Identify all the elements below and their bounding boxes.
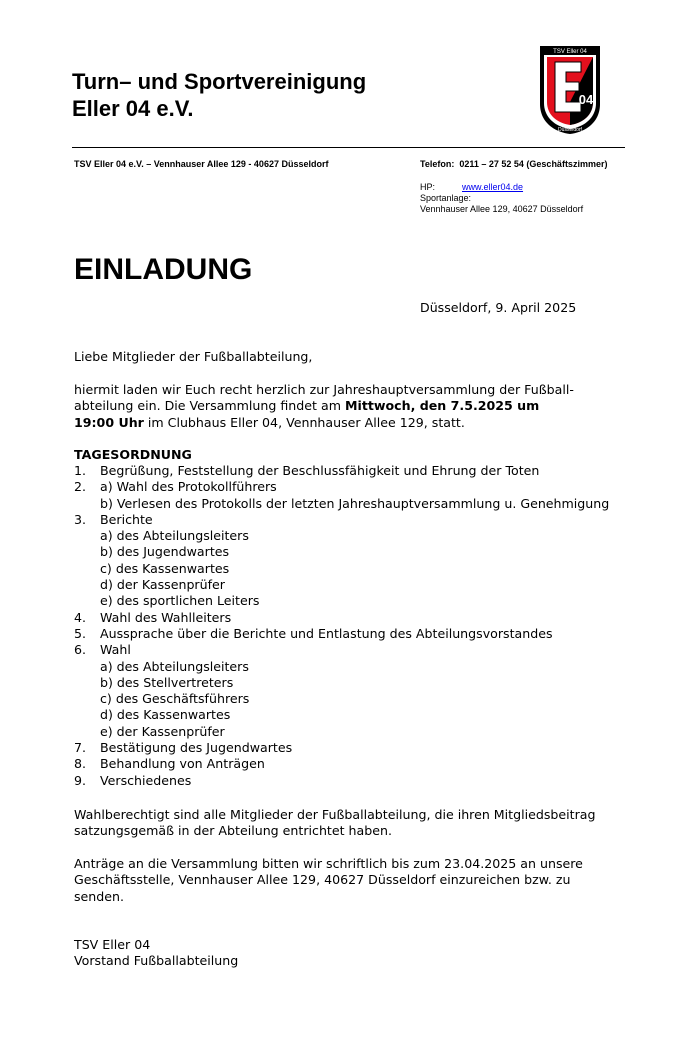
club-name <box>72 68 366 122</box>
agenda-item-text: d) des Kassenwartes <box>100 707 231 723</box>
agenda-item-text: e) der Kassenprüfer <box>100 723 225 739</box>
eligibility-paragraph <box>74 807 595 840</box>
agenda-item-text: Behandlung von Anträgen <box>100 756 265 772</box>
sportanlage-address: Vennhauser Allee 129, 40627 Düsseldorf <box>420 204 584 214</box>
intro-line2 <box>74 398 574 414</box>
agenda-item-text: b) des Stellvertreters <box>100 674 234 690</box>
motions-line3: senden. <box>74 888 125 904</box>
agenda-item-number: 4. <box>74 609 87 625</box>
motions-line1: Anträge an die Versammlung bitten wir schriftlich bis zum 23.04.2025 an unsere <box>74 856 583 871</box>
address-line <box>74 159 328 170</box>
agenda-heading: TAGESORDNUNG <box>74 447 192 462</box>
homepage-link[interactable]: www.eller04.de <box>462 182 524 192</box>
salutation: Liebe Mitglieder der Fußballabteilung, <box>74 349 313 364</box>
sportanlage-label: Sportanlage: <box>420 193 472 203</box>
agenda-item-text: e) des sportlichen Leiters <box>100 593 260 609</box>
homepage-line <box>420 182 524 193</box>
agenda-item-number: 1. <box>74 463 87 478</box>
motions-line2: Geschäftsstelle, Vennhauser Allee 129, 40627 Düsseldorf einzureichen bzw. zu <box>74 872 571 888</box>
signature-line1: TSV Eller 04 <box>74 937 151 952</box>
agenda-item-text: d) der Kassenprüfer <box>100 577 225 593</box>
intro-line3-text: im Clubhaus Eller 04, Vennhauser Allee 129, statt. <box>143 414 465 430</box>
agenda-item-text: a) des Abteilungsleiters <box>100 658 249 674</box>
signature-block <box>74 937 238 970</box>
phone-label: Telefon: <box>420 159 455 169</box>
agenda-item-text: a) Wahl des Protokollführers <box>100 479 277 495</box>
agenda-item-number: 6. <box>74 642 87 658</box>
hp-label: HP: <box>420 182 436 192</box>
agenda-item-text: c) des Geschäftsführers <box>100 691 250 707</box>
logo-number: 04 <box>578 92 594 107</box>
agenda-item-text: Wahl <box>100 642 131 658</box>
eligibility-line2: satzungsgemäß in der Abteilung entrichtet haben. <box>74 823 392 839</box>
meeting-date: Mittwoch, den 7.5.2025 um <box>344 398 540 414</box>
intro-line2-text: abteilung ein. Die Versammlung findet am <box>74 398 345 414</box>
club-logo <box>536 42 604 136</box>
logo-letter-shape <box>555 62 581 112</box>
agenda-item-text: Berichte <box>100 511 153 527</box>
eligibility-line1: Wahlberechtigt sind alle Mitglieder der Fußballabteilung, die ihren Mitgliedsbeitrag <box>74 807 596 822</box>
agenda-item-number: 8. <box>74 756 87 772</box>
meeting-time: 19:00 Uhr <box>74 414 144 430</box>
club-name-line1: Turn– und Sportvereinigung <box>72 69 367 94</box>
document-date: Düsseldorf, 9. April 2025 <box>420 300 577 315</box>
agenda-item-number: 5. <box>74 625 87 641</box>
agenda-item-text: b) Verlesen des Protokolls der letzten Jahreshauptversammlung u. Genehmigung <box>100 495 610 511</box>
agenda-item-text: Begrüßung, Feststellung der Beschlussfähigkeit und Ehrung der Toten <box>100 463 540 478</box>
document-title: EINLADUNG <box>74 253 253 286</box>
agenda-item-text: c) des Kassenwartes <box>100 560 230 576</box>
signature-line2: Vorstand Fußballabteilung <box>74 953 239 969</box>
agenda-item-text: Aussprache über die Berichte und Entlastung des Abteilungsvorstandes <box>100 625 553 641</box>
phone-value: 0211 – 27 52 54 (Geschäftszimmer) <box>459 159 608 169</box>
agenda-item-number: 3. <box>74 511 87 527</box>
agenda-item-text: a) des Abteilungsleiters <box>100 528 249 544</box>
agenda-item-number: 2. <box>74 479 87 495</box>
intro-paragraph <box>74 382 574 431</box>
intro-line1: hiermit laden wir Euch recht herzlich zur Jahreshauptversammlung der Fußball- <box>74 382 574 397</box>
logo-top-text: TSV Eller 04 <box>553 49 587 55</box>
agenda-item-text: Wahl des Wahlleiters <box>100 609 232 625</box>
motions-paragraph <box>74 856 583 905</box>
phone-line <box>420 159 607 170</box>
intro-line3 <box>74 415 574 431</box>
address-text: TSV Eller 04 e.V. – Vennhauser Allee 129 - 40627 Düsseldorf <box>74 159 329 169</box>
agenda-item-number: 7. <box>74 740 87 756</box>
club-name-line2: Eller 04 e.V. <box>72 96 194 121</box>
header-divider <box>72 147 625 148</box>
agenda-item-text: Bestätigung des Jugendwartes <box>100 740 293 756</box>
agenda-item-text: Verschiedenes <box>100 772 192 788</box>
agenda-item-number: 9. <box>74 772 87 788</box>
agenda-item-text: b) des Jugendwartes <box>100 544 230 560</box>
logo-bottom-text: Düsseldorf <box>558 127 582 133</box>
